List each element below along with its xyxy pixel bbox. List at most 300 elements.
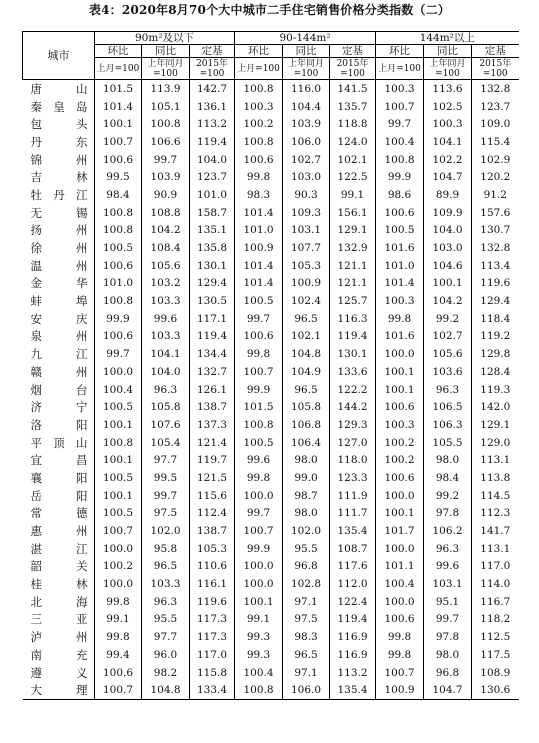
index-value: 116.1: [190, 575, 235, 593]
index-value: 99.7: [235, 310, 283, 328]
index-value: 100.8: [95, 292, 142, 310]
city-name: 岳阳: [30, 488, 88, 503]
index-value: 122.2: [330, 381, 376, 399]
index-value: 156.1: [330, 204, 376, 222]
index-value: 100.7: [95, 133, 142, 151]
table-row: [23, 664, 519, 682]
index-value: 100.6: [376, 611, 424, 629]
index-value: 100.5: [376, 222, 424, 240]
sub-header-row: [23, 45, 519, 58]
index-value: 100.5: [95, 398, 142, 416]
index-value: 104.4: [283, 98, 330, 116]
index-value: 138.7: [190, 522, 235, 540]
index-value: 100.0: [376, 540, 424, 558]
table-title: 表4：2020年8月70个大中城市二手住宅销售价格分类指数（二）: [88, 3, 451, 17]
index-value: 90.9: [142, 186, 190, 204]
index-value: 96.3: [142, 381, 190, 399]
group-header-small: 90m²及以下: [95, 32, 235, 45]
index-value: 136.1: [190, 98, 235, 116]
index-value: 113.1: [472, 540, 519, 558]
index-value: 99.8: [95, 593, 142, 611]
index-value: 104.2: [424, 292, 472, 310]
table-row: [23, 593, 519, 611]
index-value: 104.1: [142, 345, 190, 363]
index-value: 95.5: [142, 611, 190, 629]
sub-header-fixed: 定基: [472, 45, 519, 58]
table-row: [23, 328, 519, 346]
index-value: 124.0: [330, 133, 376, 151]
index-value: 104.0: [190, 151, 235, 169]
table-row: [23, 381, 519, 399]
index-value: 100.7: [376, 664, 424, 682]
index-value: 142.0: [472, 398, 519, 416]
table-row: [23, 222, 519, 240]
table-row: [23, 540, 519, 558]
table-row: [23, 363, 519, 381]
index-value: 99.1: [235, 611, 283, 629]
index-value: 99.8: [235, 469, 283, 487]
index-value: 99.9: [235, 381, 283, 399]
city-name: 无锡: [30, 205, 88, 220]
index-value: 135.7: [330, 98, 376, 116]
table-row: [23, 275, 519, 293]
index-value: 111.9: [330, 487, 376, 505]
city-name: 蚌埠: [30, 294, 88, 309]
index-value: 103.3: [142, 328, 190, 346]
index-value: 103.3: [142, 292, 190, 310]
index-value: 123.7: [472, 98, 519, 116]
index-value: 117.3: [190, 611, 235, 629]
index-value: 100.6: [235, 328, 283, 346]
index-value: 113.8: [472, 469, 519, 487]
index-value: 129.3: [330, 416, 376, 434]
table-row: [23, 292, 519, 310]
index-value: 113.2: [330, 664, 376, 682]
index-value: 100.4: [95, 381, 142, 399]
index-value: 108.7: [330, 540, 376, 558]
city-name: 大理: [23, 681, 95, 699]
index-value: 101.4: [235, 257, 283, 275]
index-value: 106.8: [283, 416, 330, 434]
index-value: 99.7: [235, 505, 283, 523]
city-name: 湛江: [30, 541, 88, 556]
index-value: 129.1: [472, 416, 519, 434]
index-value: 99.6: [424, 558, 472, 576]
index-value: 141.7: [472, 522, 519, 540]
index-value: 108.8: [142, 204, 190, 222]
index-value: 115.8: [190, 664, 235, 682]
index-value: 97.8: [424, 505, 472, 523]
index-value: 126.1: [190, 381, 235, 399]
index-value: 106.5: [424, 398, 472, 416]
index-value: 96.8: [283, 558, 330, 576]
index-value: 97.1: [283, 593, 330, 611]
table-row: [23, 239, 519, 257]
base-header-mom: 上月=100: [376, 58, 424, 80]
index-value: 119.4: [190, 328, 235, 346]
base-header-fixed: 2015年=100: [472, 58, 519, 80]
city-name: 包头: [30, 117, 88, 132]
index-value: 108.4: [142, 239, 190, 257]
table-row: [23, 505, 519, 523]
index-value: 144.2: [330, 398, 376, 416]
index-value: 100.0: [95, 540, 142, 558]
index-value: 122.5: [330, 168, 376, 186]
index-value: 102.9: [472, 151, 519, 169]
index-value: 107.6: [142, 416, 190, 434]
index-value: 134.4: [190, 345, 235, 363]
table-row: [23, 469, 519, 487]
index-value: 101.6: [376, 239, 424, 257]
index-value: 101.5: [95, 80, 142, 98]
index-value: 117.3: [190, 628, 235, 646]
index-value: 133.4: [190, 681, 235, 699]
index-value: 100.2: [376, 451, 424, 469]
index-value: 100.1: [376, 505, 424, 523]
index-value: 99.7: [424, 611, 472, 629]
index-value: 125.7: [330, 292, 376, 310]
index-value: 99.8: [235, 168, 283, 186]
index-value: 106.6: [142, 133, 190, 151]
index-value: 127.0: [330, 434, 376, 452]
index-value: 111.7: [330, 505, 376, 523]
index-value: 100.5: [95, 239, 142, 257]
index-value: 100.9: [283, 275, 330, 293]
base-header-mom: 上月=100: [95, 58, 142, 80]
index-value: 137.3: [190, 416, 235, 434]
city-name: 常德: [30, 506, 88, 521]
index-value: 100.6: [95, 664, 142, 682]
index-value: 99.9: [95, 310, 142, 328]
index-value: 98.3: [235, 186, 283, 204]
index-value: 100.4: [235, 664, 283, 682]
index-value: 96.5: [283, 381, 330, 399]
table-row: [23, 487, 519, 505]
table-row: [23, 257, 519, 275]
index-value: 100.7: [95, 681, 142, 699]
index-value: 157.6: [472, 204, 519, 222]
index-value: 106.2: [424, 522, 472, 540]
index-value: 112.4: [190, 505, 235, 523]
city-name: 金华: [30, 276, 88, 291]
index-value: 103.2: [142, 275, 190, 293]
city-name: 襄阳: [30, 470, 88, 485]
index-value: 101.1: [376, 558, 424, 576]
index-value: 96.5: [142, 558, 190, 576]
index-value: 105.6: [424, 345, 472, 363]
base-header-yoy: 上年同月=100: [142, 58, 190, 80]
table-body: [23, 80, 519, 700]
table-row: [23, 133, 519, 151]
index-value: 100.8: [95, 222, 142, 240]
table-row: [23, 558, 519, 576]
index-value: 104.2: [142, 222, 190, 240]
index-value: 130.6: [472, 681, 519, 699]
index-value: 119.4: [330, 611, 376, 629]
index-value: 100.4: [376, 133, 424, 151]
index-value: 119.7: [190, 451, 235, 469]
index-value: 102.0: [142, 522, 190, 540]
index-value: 105.5: [424, 434, 472, 452]
index-value: 98.0: [424, 451, 472, 469]
index-value: 113.1: [472, 451, 519, 469]
city-name: 唐山: [30, 81, 88, 96]
index-value: 97.8: [424, 628, 472, 646]
index-value: 100.6: [376, 469, 424, 487]
city-name: 徐州: [30, 241, 88, 256]
index-value: 105.3: [190, 540, 235, 558]
index-value: 105.8: [142, 398, 190, 416]
table-row: [23, 611, 519, 629]
base-header-fixed: 2015年=100: [330, 58, 376, 80]
index-value: 112.3: [472, 505, 519, 523]
index-value: 100.0: [95, 363, 142, 381]
table-row: [23, 628, 519, 646]
index-value: 99.2: [424, 487, 472, 505]
index-value: 99.0: [283, 469, 330, 487]
city-name: 秦皇岛: [30, 99, 88, 114]
table-row: [23, 310, 519, 328]
city-name: 丹东: [30, 134, 88, 149]
index-value: 103.3: [142, 575, 190, 593]
index-value: 100.1: [95, 451, 142, 469]
table-row: [23, 115, 519, 133]
city-name: 韶关: [30, 559, 88, 574]
index-value: 116.3: [330, 310, 376, 328]
index-value: 121.1: [330, 275, 376, 293]
index-value: 103.9: [142, 168, 190, 186]
index-value: 121.1: [330, 257, 376, 275]
table-row: [23, 646, 519, 664]
index-value: 110.6: [190, 558, 235, 576]
index-value: 113.6: [424, 80, 472, 98]
index-value: 100.0: [376, 593, 424, 611]
index-value: 113.9: [142, 80, 190, 98]
index-value: 121.4: [190, 434, 235, 452]
index-value: 100.7: [95, 522, 142, 540]
index-value: 107.7: [283, 239, 330, 257]
index-value: 119.2: [472, 328, 519, 346]
index-value: 119.6: [190, 593, 235, 611]
index-value: 104.7: [424, 681, 472, 699]
index-value: 100.1: [95, 487, 142, 505]
index-value: 106.0: [283, 133, 330, 151]
index-value: 102.5: [424, 98, 472, 116]
index-value: 98.6: [376, 186, 424, 204]
index-value: 132.7: [190, 363, 235, 381]
index-value: 117.6: [330, 558, 376, 576]
index-value: 99.7: [142, 151, 190, 169]
base-header-mom: 上月=100: [235, 58, 283, 80]
index-value: 96.5: [283, 310, 330, 328]
index-value: 158.7: [190, 204, 235, 222]
index-value: 100.9: [235, 239, 283, 257]
index-value: 130.1: [190, 257, 235, 275]
index-value: 100.0: [376, 487, 424, 505]
index-value: 100.8: [376, 151, 424, 169]
sub-header-yoy: 同比: [424, 45, 472, 58]
index-value: 100.1: [95, 416, 142, 434]
index-value: 129.4: [472, 292, 519, 310]
index-value: 104.8: [283, 345, 330, 363]
sub-header-mom: 环比: [376, 45, 424, 58]
index-value: 129.8: [472, 345, 519, 363]
city-name: 北海: [30, 594, 88, 609]
city-name: 扬州: [30, 223, 88, 238]
index-value: 100.0: [235, 575, 283, 593]
index-value: 100.3: [376, 80, 424, 98]
table-row: [23, 345, 519, 363]
index-value: 98.3: [283, 628, 330, 646]
city-name: 济宁: [30, 400, 88, 415]
index-value: 98.4: [424, 469, 472, 487]
index-value: 101.4: [235, 275, 283, 293]
index-value: 102.1: [283, 328, 330, 346]
index-value: 141.5: [330, 80, 376, 98]
index-value: 101.4: [235, 204, 283, 222]
index-value: 106.4: [283, 434, 330, 452]
city-name: 惠州: [30, 524, 88, 539]
city-name: 吉林: [30, 170, 88, 185]
index-value: 99.7: [142, 487, 190, 505]
index-value: 89.9: [424, 186, 472, 204]
index-value: 103.1: [424, 575, 472, 593]
index-value: 106.0: [283, 681, 330, 699]
price-index-table: [22, 31, 519, 700]
index-value: 100.4: [376, 575, 424, 593]
index-value: 119.6: [472, 275, 519, 293]
index-value: 100.8: [235, 133, 283, 151]
index-value: 100.5: [95, 469, 142, 487]
index-value: 99.8: [376, 628, 424, 646]
table-row: [23, 186, 519, 204]
index-value: 99.8: [95, 628, 142, 646]
base-header-fixed: 2015年=100: [190, 58, 235, 80]
index-value: 120.2: [472, 168, 519, 186]
city-name: 锦州: [30, 152, 88, 167]
index-value: 138.7: [190, 398, 235, 416]
index-value: 99.3: [235, 628, 283, 646]
index-value: 132.9: [330, 239, 376, 257]
table-row: [23, 522, 519, 540]
index-value: 112.0: [330, 575, 376, 593]
index-value: 104.0: [142, 363, 190, 381]
index-value: 104.6: [424, 257, 472, 275]
index-value: 101.0: [235, 222, 283, 240]
index-value: 100.1: [424, 275, 472, 293]
index-value: 101.0: [190, 186, 235, 204]
index-value: 100.3: [376, 292, 424, 310]
index-value: 102.8: [283, 575, 330, 593]
index-value: 109.0: [472, 115, 519, 133]
index-value: 121.5: [190, 469, 235, 487]
index-value: 130.7: [472, 222, 519, 240]
index-value: 123.3: [330, 469, 376, 487]
sub-header-mom: 环比: [235, 45, 283, 58]
index-value: 100.1: [376, 363, 424, 381]
table-row: [23, 80, 519, 98]
table-row: [23, 416, 519, 434]
index-value: 100.8: [235, 681, 283, 699]
city-name: 南充: [30, 647, 88, 662]
index-value: 116.9: [330, 646, 376, 664]
index-value: 97.1: [283, 664, 330, 682]
index-value: 100.8: [235, 80, 283, 98]
index-value: 133.6: [330, 363, 376, 381]
index-value: 102.7: [424, 328, 472, 346]
index-value: 96.5: [283, 646, 330, 664]
city-name: 洛阳: [30, 417, 88, 432]
index-value: 100.6: [376, 398, 424, 416]
index-value: 117.5: [472, 646, 519, 664]
index-value: 95.1: [424, 593, 472, 611]
index-value: 117.1: [190, 310, 235, 328]
index-value: 98.0: [283, 451, 330, 469]
city-name: 遵义: [30, 665, 88, 680]
table-row: [23, 434, 519, 452]
index-value: 90.3: [283, 186, 330, 204]
index-value: 100.6: [376, 204, 424, 222]
index-value: 104.8: [142, 681, 190, 699]
index-value: 129.1: [330, 222, 376, 240]
index-value: 100.0: [235, 558, 283, 576]
index-value: 97.7: [142, 628, 190, 646]
index-value: 98.0: [424, 646, 472, 664]
index-value: 119.4: [190, 133, 235, 151]
index-value: 102.2: [424, 151, 472, 169]
index-value: 113.4: [472, 257, 519, 275]
index-value: 103.1: [283, 222, 330, 240]
city-name: 三亚: [30, 612, 88, 627]
index-value: 135.8: [190, 239, 235, 257]
index-value: 104.7: [424, 168, 472, 186]
index-value: 100.6: [95, 328, 142, 346]
base-header-yoy: 上年同月=100: [283, 58, 330, 80]
index-value: 109.9: [424, 204, 472, 222]
index-value: 96.3: [424, 381, 472, 399]
index-value: 118.8: [330, 115, 376, 133]
index-value: 118.0: [330, 451, 376, 469]
index-value: 97.5: [283, 611, 330, 629]
index-value: 100.6: [95, 257, 142, 275]
index-value: 102.4: [283, 292, 330, 310]
index-value: 101.5: [235, 398, 283, 416]
city-name: 宜昌: [30, 453, 88, 468]
group-header-medium: 90-144m²: [235, 32, 376, 45]
city-name: 牡丹江: [30, 187, 88, 202]
index-value: 105.6: [142, 257, 190, 275]
index-value: 104.1: [424, 133, 472, 151]
index-value: 101.4: [95, 98, 142, 116]
index-value: 99.9: [235, 540, 283, 558]
index-value: 135.4: [330, 681, 376, 699]
index-value: 100.1: [376, 381, 424, 399]
table-row: [23, 98, 519, 116]
sub-header-mom: 环比: [95, 45, 142, 58]
index-value: 119.4: [330, 328, 376, 346]
table-row: [23, 451, 519, 469]
sub-header-yoy: 同比: [283, 45, 330, 58]
index-value: 95.8: [142, 540, 190, 558]
index-value: 100.1: [95, 115, 142, 133]
index-value: 128.4: [472, 363, 519, 381]
city-name: 九江: [30, 347, 88, 362]
table-row: [23, 681, 519, 699]
index-value: 95.5: [283, 540, 330, 558]
index-value: 97.7: [142, 451, 190, 469]
city-name: 赣州: [30, 364, 88, 379]
index-value: 98.4: [95, 186, 142, 204]
